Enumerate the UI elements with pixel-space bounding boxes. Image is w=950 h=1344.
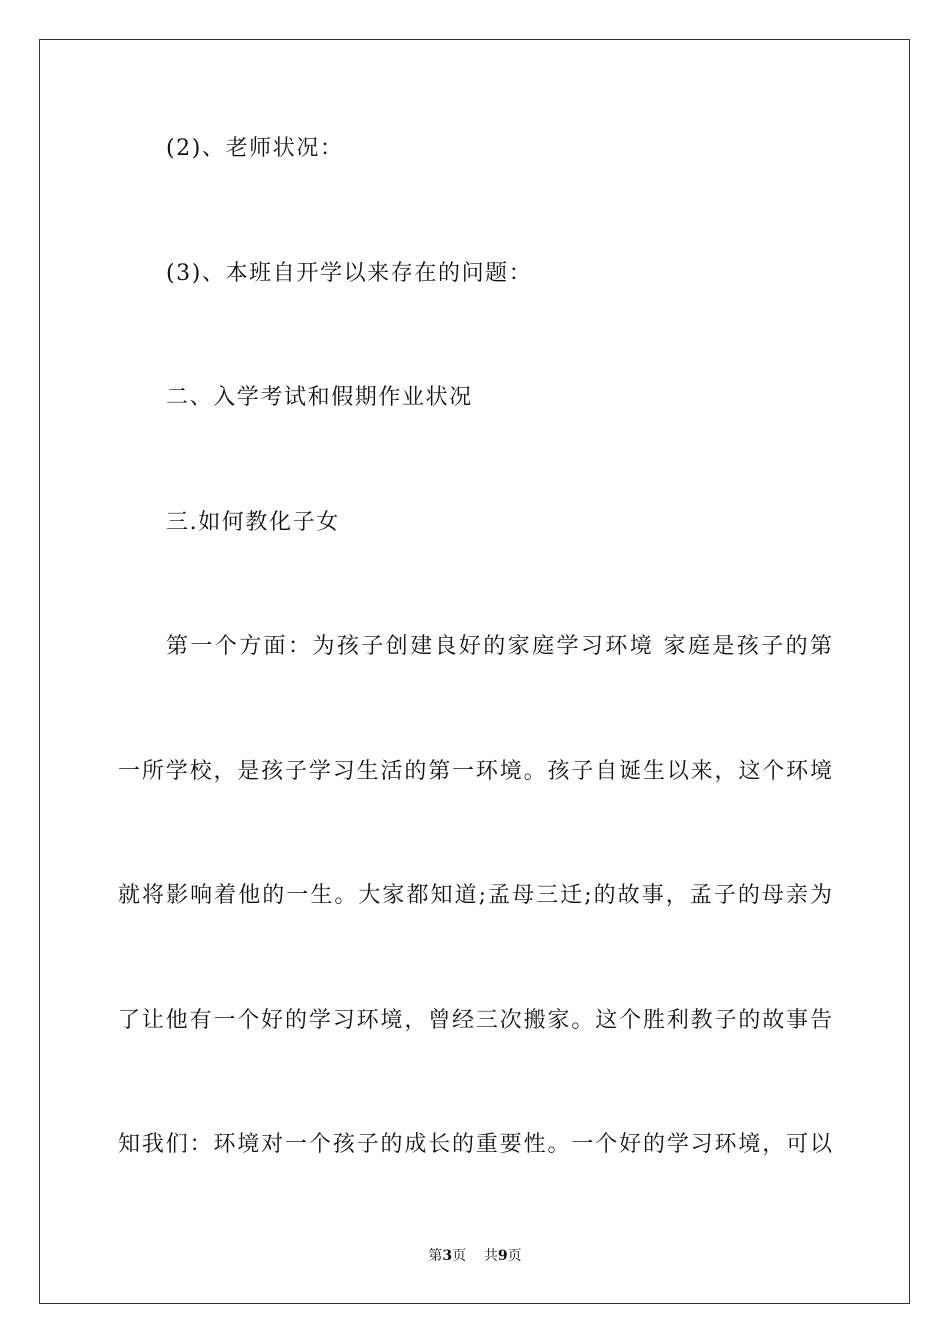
item-teacher-status: (2)、老师状况： <box>166 136 344 161</box>
paragraph-line: 知我们：环境对一个孩子的成长的重要性。一个好的学习环境，可以 <box>118 1132 832 1157</box>
footer-total-prefix: 共 <box>483 1248 498 1264</box>
paragraph-line: 了让他有一个好的学习环境，曾经三次搬家。这个胜利教子的故事告 <box>118 1008 832 1033</box>
section-heading-education: 三.如何教化子女 <box>166 510 340 535</box>
item-class-problems: (3)、本班自开学以来存在的问题： <box>166 261 533 286</box>
footer-page-current: 3 <box>442 1248 453 1264</box>
paragraph-line: 一所学校，是孩子学习生活的第一环境。孩子自诞生以来，这个环境 <box>118 759 832 784</box>
footer-total-suffix: 页 <box>507 1248 522 1264</box>
footer-page-prefix: 第 <box>428 1248 443 1264</box>
page-footer <box>0 1247 950 1265</box>
section-heading-exams: 二、入学考试和假期作业状况 <box>166 385 473 410</box>
page-border <box>39 39 910 1304</box>
paragraph-line: 就将影响着他的一生。大家都知道;孟母三迁;的故事，孟子的母亲为 <box>118 883 832 908</box>
paragraph-line: 第一个方面：为孩子创建良好的家庭学习环境 家庭是孩子的第 <box>166 634 832 659</box>
footer-page-suffix: 页 <box>452 1248 467 1264</box>
footer-page-total: 9 <box>497 1248 508 1264</box>
